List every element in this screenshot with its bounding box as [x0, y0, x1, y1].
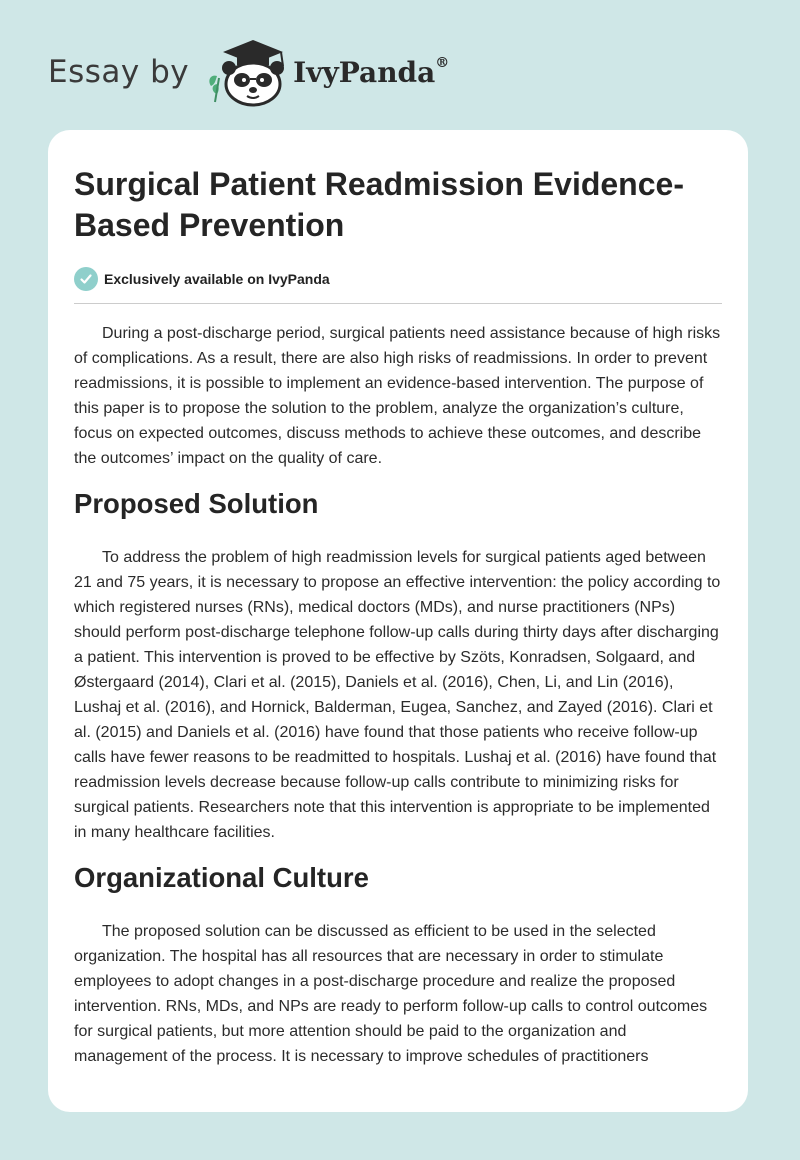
registered-mark: ® [435, 55, 450, 72]
article-title: Surgical Patient Readmission Evidence-Based Prevention [74, 166, 684, 243]
article-card [48, 130, 748, 1112]
essay-by-label: Essay by [48, 54, 190, 90]
exclusive-badge-text: Exclusively available on IvyPanda [104, 271, 330, 287]
brand-name[interactable] [293, 56, 449, 89]
site-header [48, 36, 449, 108]
section-body-proposed-solution: To address the problem of high readmission levels for surgical patients aged between 21 and 75 years, it is necessary to propose an effective intervention: the policy according to which registered nurses (RNs), medical doctors (MDs), and nurse practitioners (NPs) should perform post-discharge telephone follow-up calls during thirty days after discharging a patient. This intervention is proved to be effective by Szöts, Konradsen, Solgaard, and Østergaard (2014), Clari et al. (2015), Daniels et al. (2016), Chen, Li, and Lin (2016), Lushaj et al. (2016), and Hornick, Balderman, Eugea, Sanchez, and Zayed (2016). Clari et al. (2015) and Daniels et al. (2016) have found that those patients who receive follow-up calls have fewer reasons to be readmitted to hospitals. Lushaj et al. (2016) have found that readmission levels decrease because follow-up calls contribute to minimizing risks for surgical patients. Researchers note that this intervention is appropriate to be implemented in many healthcare facilities. [74, 549, 721, 841]
section-body-organizational-culture: The proposed solution can be discussed as efficient to be used in the selected organization. The hospital has all resources that are necessary in order to stimulate employees to adopt changes in a post-discharge procedure and realize the proposed intervention. RNs, MDs, and NPs are ready to perform follow-up calls to control outcomes for surgical patients, but more attention should be paid to the organization and management of the process. It is necessary to improve schedules of practitioners [74, 923, 708, 1065]
panda-logo-icon[interactable] [203, 36, 289, 108]
section-heading-organizational-culture: Organizational Culture [74, 862, 369, 893]
check-icon [74, 267, 98, 291]
intro-paragraph: During a post-discharge period, surgical patients need assistance because of high risks of complications. As a result, there are also high risks of readmissions. In order to prevent readmissions, it is possible to implement an evidence-based intervention. The purpose of this paper is to propose the solution to the problem, analyze the organization’s culture, focus on expected outcomes, discuss methods to achieve these outcomes, and describe the outcomes’ impact on the quality of care. [74, 325, 721, 467]
exclusive-badge [74, 267, 722, 304]
brand-text: IvyPanda [293, 55, 436, 89]
section-heading-proposed-solution: Proposed Solution [74, 488, 319, 519]
